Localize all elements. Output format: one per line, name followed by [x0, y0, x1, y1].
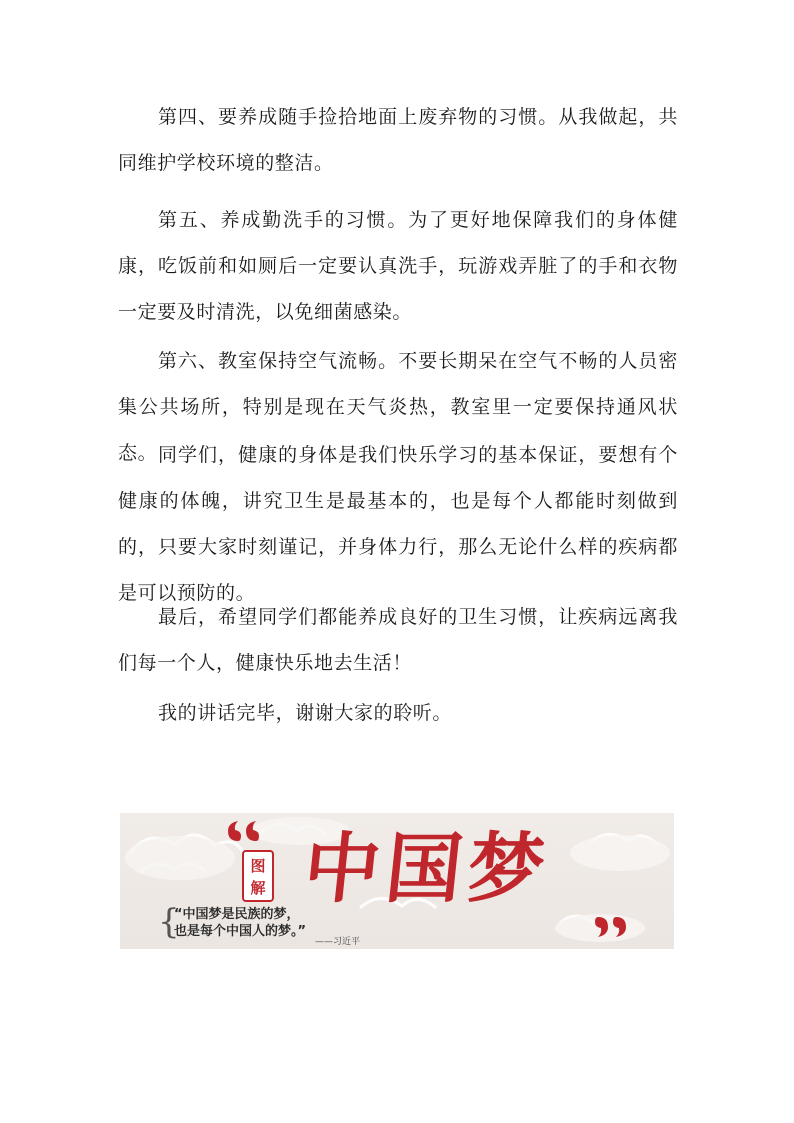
quote-attribution: ——习近平	[314, 937, 360, 947]
badge-icon	[243, 851, 273, 901]
brace-left-icon: {	[158, 902, 180, 942]
china-dream-banner	[120, 813, 674, 949]
paragraph-summary: 同学们，健康的身体是我们快乐学习的基本保证，要想有个健康的体魄，讲究卫生是最基本的，也是每个人都能时刻做到的，只要大家时刻谨记，并身体力行，那么无论什么样的疾病都是可以预防的。	[118, 444, 678, 604]
quote-line-1: “中国梦是民族的梦，	[174, 907, 300, 922]
badge-bottom-text: 解	[250, 879, 266, 897]
paragraph-6: 第六、教室保持空气流畅。不要长期呆在空气不畅的人员密集公共场所，特别是现在天气炎热，教室里一定要保持通风状态。	[118, 350, 678, 464]
paragraph-closing: 最后，希望同学们都能养成良好的卫生习惯，让疾病远离我们每一个人，健康快乐地去生活！	[118, 606, 678, 674]
quote-line-2: 也是每个中国人的梦。”	[174, 924, 307, 939]
badge-top-text: 图	[250, 857, 266, 875]
paragraph-thanks: 我的讲话完毕，谢谢大家的聆听。	[158, 702, 453, 724]
paragraph-5: 第五、养成勤洗手的习惯。为了更好地保障我们的身体健康，吃饭前和如厕后一定要认真洗手，玩游戏弄脏了的手和衣物一定要及时清洗，以免细菌感染。	[118, 209, 678, 323]
open-quote-icon	[228, 821, 259, 841]
paragraph-4: 第四、要养成随手捡拾地面上废弃物的习惯。从我做起，共同维护学校环境的整洁。	[118, 106, 678, 174]
banner-graphic	[120, 813, 674, 949]
banner-title: 中国梦	[299, 823, 555, 913]
